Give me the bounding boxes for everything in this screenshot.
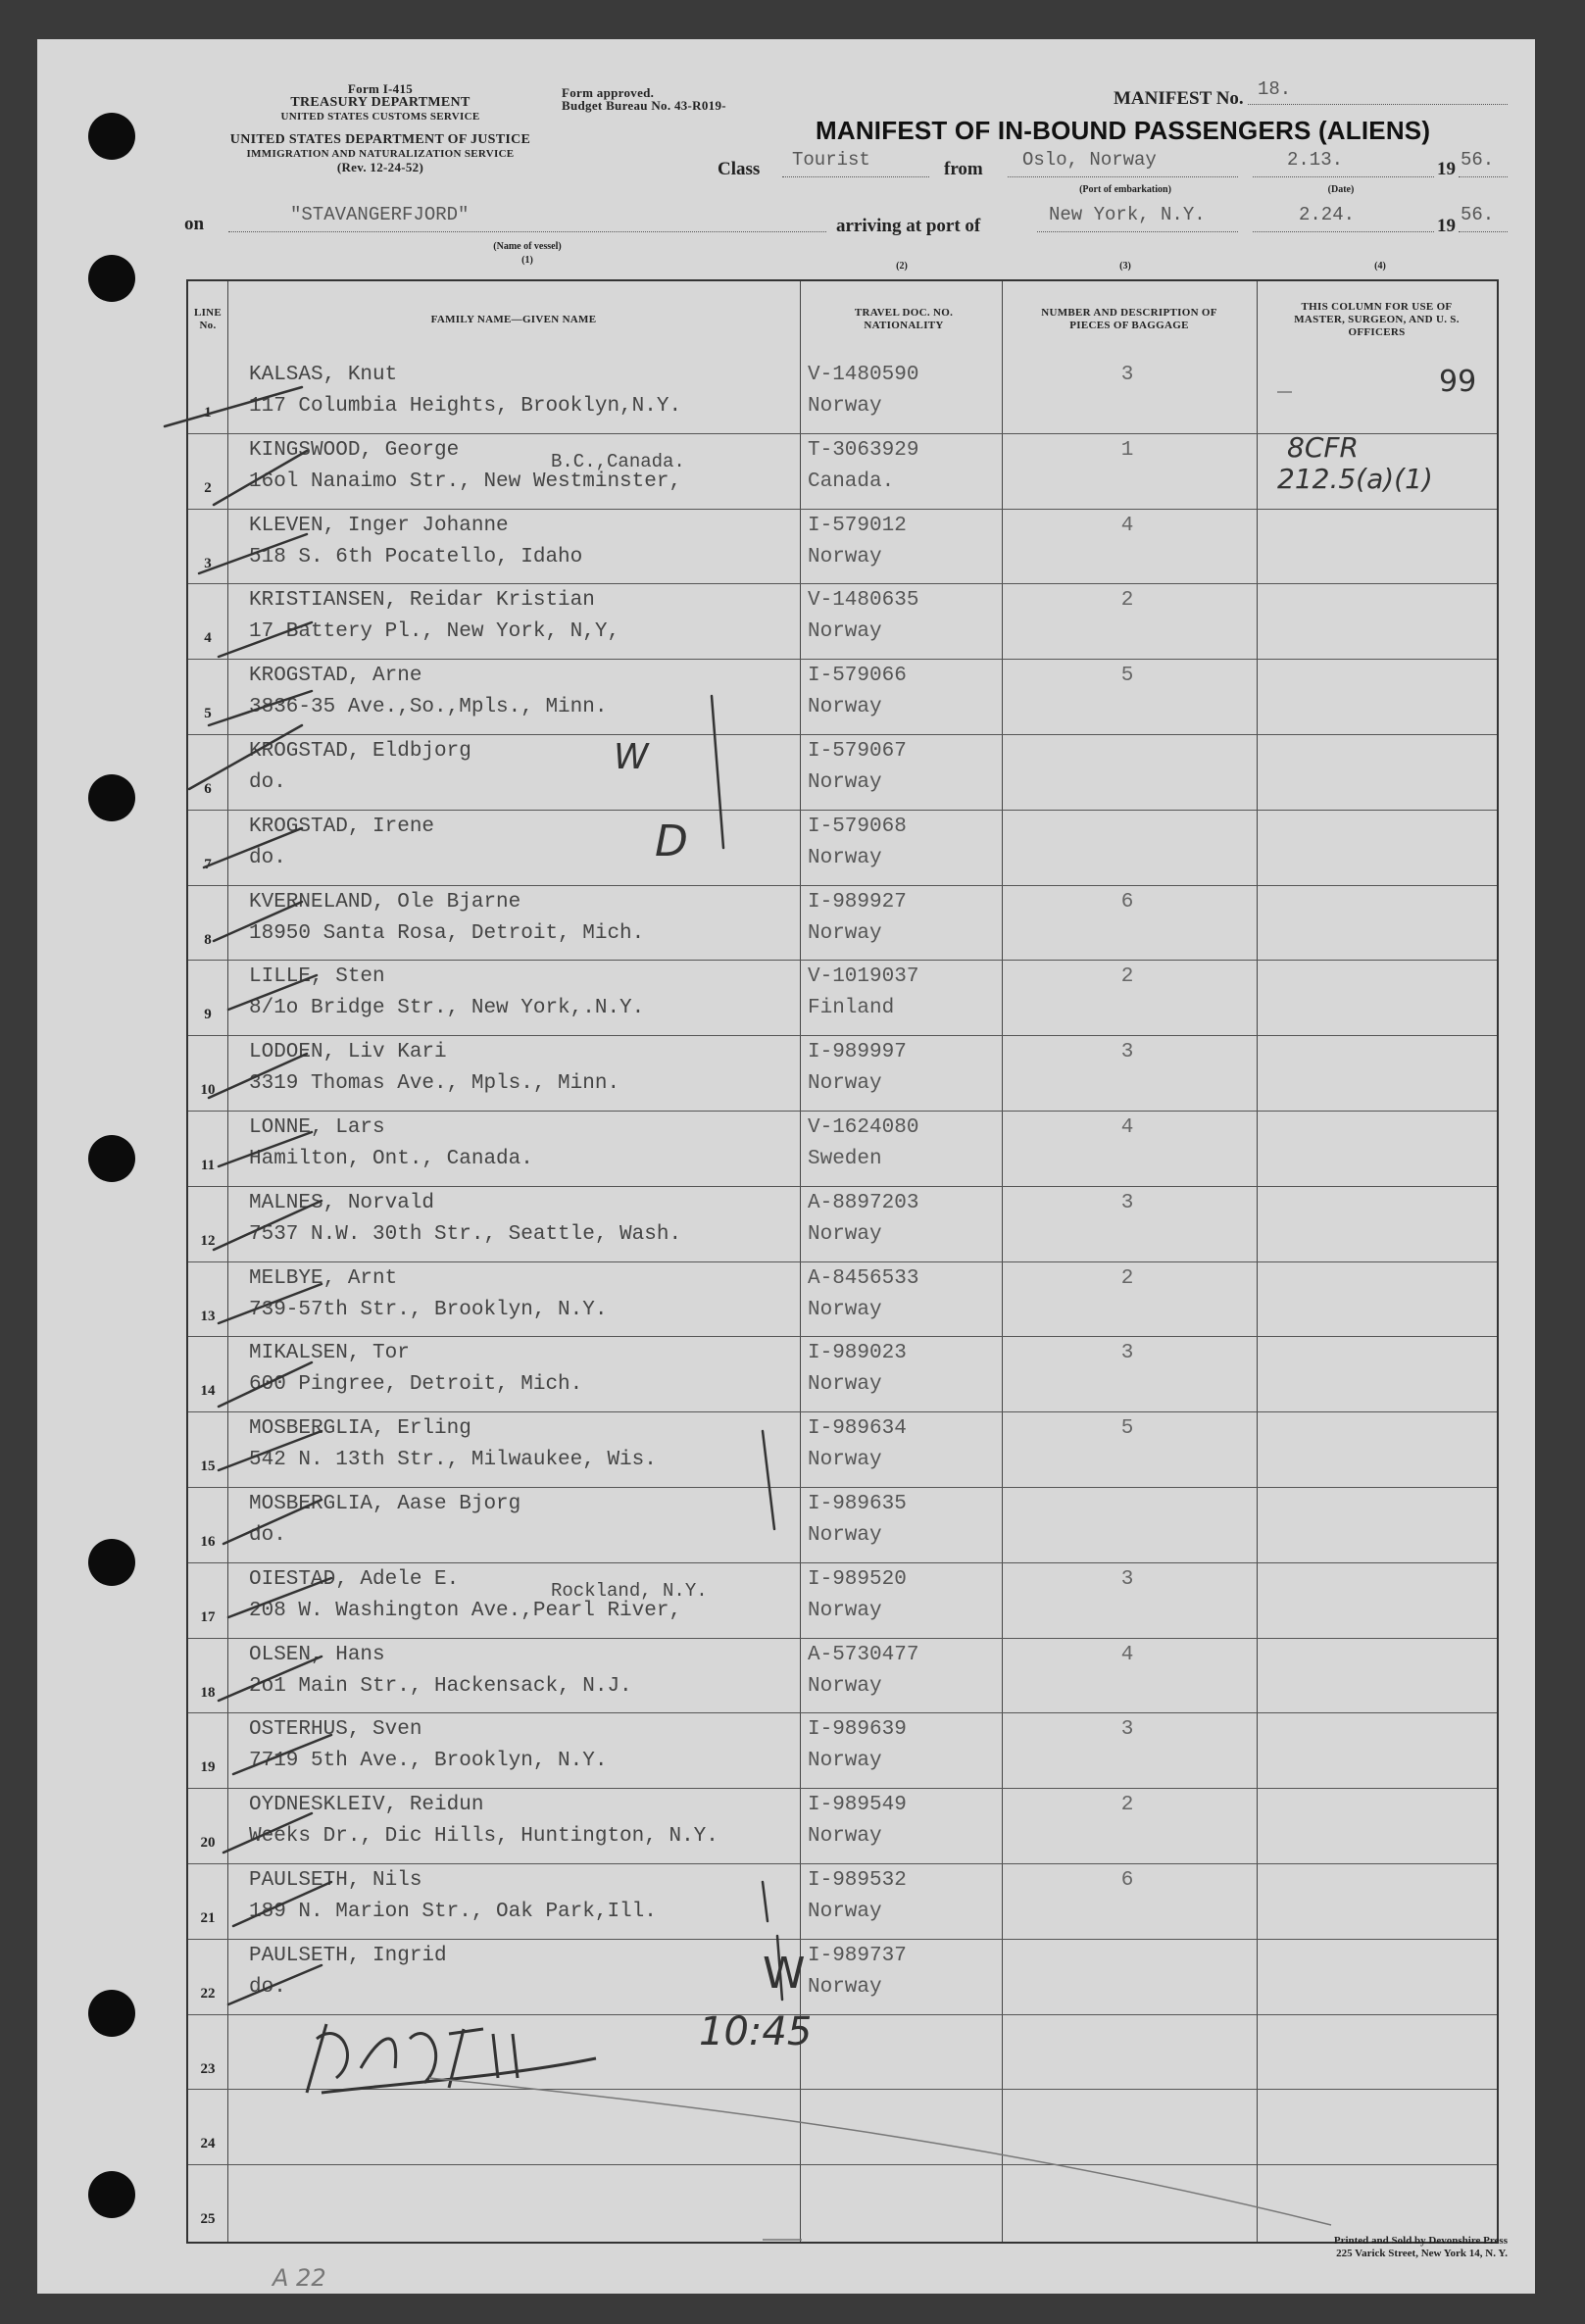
travel-doc-no: I-579067 — [808, 740, 907, 763]
baggage-count: 2 — [1120, 1266, 1134, 1290]
travel-doc-no: I-989635 — [808, 1493, 907, 1515]
justice-dept: UNITED STATES DEPARTMENT OF JUSTICE — [229, 132, 531, 147]
passenger-address: 542 N. 13th Str., Milwaukee, Wis. — [249, 1449, 657, 1472]
line-number: 15 — [200, 1459, 216, 1475]
travel-doc-no: I-989634 — [808, 1417, 907, 1441]
baggage-count: 3 — [1120, 1718, 1134, 1742]
passenger-name: OYDNESKLEIV, Reidun — [249, 1794, 484, 1817]
nationality: Canada. — [808, 470, 895, 493]
line-number: 20 — [200, 1835, 216, 1852]
nationality: Norway — [808, 395, 882, 418]
passenger-name: KVERNELAND, Ole Bjarne — [249, 890, 521, 914]
baggage-count: 2 — [1120, 965, 1134, 989]
line-number: 2 — [204, 479, 212, 496]
nationality: Norway — [808, 545, 882, 569]
nationality: Norway — [808, 1298, 882, 1321]
passenger-address-extra: B.C.,Canada. — [551, 450, 685, 472]
nationality: Sweden — [808, 1148, 882, 1170]
passenger-name: LONNE, Lars — [249, 1116, 385, 1139]
line-number: 9 — [204, 1007, 212, 1023]
passenger-address: 16ol Nanaimo Str., New Westminster, — [249, 470, 682, 493]
nationality: Norway — [808, 1373, 882, 1397]
col-marker-3: (3) — [1119, 261, 1131, 272]
passenger-name: MELBYE, Arnt — [249, 1266, 398, 1290]
arrival-port: New York, N.Y. — [1049, 204, 1206, 225]
class-label: Class — [718, 159, 761, 179]
travel-doc-no: I-579012 — [808, 514, 907, 537]
year-prefix: 19 — [1437, 159, 1456, 179]
passenger-name: OSTERHUS, Sven — [249, 1718, 422, 1742]
travel-doc-no: A-5730477 — [808, 1643, 919, 1666]
line-number: 8 — [204, 931, 212, 948]
form-approved: Form approved. — [562, 85, 655, 100]
travel-doc-no: V-1019037 — [808, 965, 919, 989]
line-number: 4 — [204, 630, 212, 647]
passenger-address-extra: Rockland, N.Y. — [551, 1579, 708, 1602]
line-number: 1 — [204, 405, 212, 420]
travel-doc-no: I-989549 — [808, 1794, 907, 1817]
travel-doc-no: V-1480590 — [808, 364, 919, 386]
travel-doc-no: I-579066 — [808, 665, 907, 688]
officer-note-cfr-section: 212.5(a)(1) — [1277, 463, 1433, 495]
passenger-address: 600 Pingree, Detroit, Mich. — [249, 1373, 583, 1397]
nationality: Norway — [808, 1825, 882, 1849]
passenger-name: KALSAS, Knut — [249, 364, 398, 386]
passenger-address: 3319 Thomas Ave., Mpls., Minn. — [249, 1072, 620, 1096]
passenger-name: LODOEN, Liv Kari — [249, 1041, 447, 1064]
baggage-count: 4 — [1120, 1116, 1134, 1139]
line-number: 14 — [200, 1383, 216, 1400]
travel-doc-no: I-989927 — [808, 890, 907, 914]
col-marker-2: (2) — [896, 261, 908, 272]
travel-doc-no: A-8456533 — [808, 1266, 919, 1290]
year-suffix: 56. — [1461, 149, 1495, 171]
col-header-line: LINE No. — [193, 307, 223, 331]
manifest-no-value: 18. — [1258, 78, 1292, 100]
baggage-count: 2 — [1120, 1794, 1134, 1817]
bottom-pencil-note: A 22 — [272, 2264, 326, 2292]
travel-doc-no: T-3063929 — [808, 438, 919, 462]
travel-doc-no: A-8897203 — [808, 1191, 919, 1214]
manifest-page — [37, 39, 1535, 2294]
handwritten-w-mark: W — [614, 737, 649, 777]
arrival-year-suffix: 56. — [1461, 204, 1495, 225]
passenger-name: MALNES, Norvald — [249, 1191, 435, 1214]
passenger-address: do. — [249, 846, 286, 869]
port-value: Oslo, Norway — [1022, 149, 1157, 171]
line-number: 12 — [200, 1232, 216, 1249]
passenger-address: 18950 Santa Rosa, Detroit, Mich. — [249, 921, 645, 945]
line-number: 3 — [204, 555, 212, 571]
col-marker-4: (4) — [1374, 261, 1386, 272]
travel-doc-no: I-579068 — [808, 815, 907, 838]
check-marks-overlay — [37, 39, 1535, 2294]
passenger-name: LILLE, Sten — [249, 965, 385, 989]
passenger-address: 17 Battery Pl., New York, N,Y, — [249, 620, 620, 644]
vessel-col-marker: (1) — [521, 255, 533, 266]
handwritten-w-mark-2: W — [763, 1949, 806, 1999]
baggage-count: 5 — [1120, 1417, 1134, 1441]
baggage-count: 3 — [1120, 1567, 1134, 1591]
line-number: 18 — [200, 1684, 216, 1701]
nationality: Norway — [808, 1599, 882, 1622]
passenger-address: 117 Columbia Heights, Brooklyn,N.Y. — [249, 395, 682, 418]
passenger-address: 7719 5th Ave., Brooklyn, N.Y. — [249, 1750, 608, 1773]
passenger-name: KINGSWOOD, George — [249, 438, 460, 462]
col-header-baggage: NUMBER AND DESCRIPTION OF PIECES OF BAGGAGE — [1041, 307, 1217, 331]
passenger-address: 189 N. Marion Str., Oak Park,Ill. — [249, 1901, 657, 1923]
travel-doc-no: I-989532 — [808, 1869, 907, 1892]
baggage-count: 1 — [1120, 438, 1134, 462]
baggage-count: 6 — [1120, 1869, 1134, 1892]
line-number: 24 — [200, 2136, 216, 2152]
col-header-officers: THIS COLUMN FOR USE OF MASTER, SURGEON, AND U. S. OFFICERS — [1294, 300, 1460, 338]
budget-bureau: Budget Bureau No. 43-R019- — [562, 98, 726, 113]
baggage-count: 5 — [1120, 665, 1134, 688]
nationality: Norway — [808, 1524, 882, 1547]
baggage-count: 3 — [1120, 1342, 1134, 1365]
revision: (Rev. 12-24-52) — [336, 160, 424, 174]
travel-doc-no: I-989997 — [808, 1041, 907, 1064]
line-number: 11 — [200, 1158, 216, 1173]
line-number: 13 — [200, 1308, 216, 1324]
passenger-address: 7537 N.W. 30th Str., Seattle, Wash. — [249, 1222, 682, 1246]
line-number: 7 — [204, 856, 212, 872]
travel-doc-no: V-1480635 — [808, 589, 919, 613]
baggage-count: 6 — [1120, 890, 1134, 914]
nationality: Norway — [808, 846, 882, 869]
from-label: from — [944, 159, 983, 179]
manifest-no-label: MANIFEST No. — [1114, 88, 1244, 109]
travel-doc-no: I-989023 — [808, 1342, 907, 1365]
passenger-name: KLEVEN, Inger Johanne — [249, 514, 509, 537]
passenger-address: 208 W. Washington Ave.,Pearl River, — [249, 1599, 682, 1622]
travel-doc-no: I-989520 — [808, 1567, 907, 1591]
port-sublabel: (Port of embarkation) — [1079, 184, 1171, 195]
line-number: 10 — [200, 1082, 216, 1099]
line-number: 17 — [200, 1608, 216, 1625]
nationality: Norway — [808, 696, 882, 719]
passenger-name: MOSBERGLIA, Aase Bjorg — [249, 1493, 521, 1515]
baggage-count: 3 — [1120, 364, 1134, 386]
passenger-name: PAULSETH, Nils — [249, 1869, 422, 1892]
line-number: 22 — [200, 1985, 216, 2002]
ins-service: IMMIGRATION AND NATURALIZATION SERVICE — [246, 148, 515, 160]
travel-doc-no: I-989639 — [808, 1718, 907, 1742]
on-label: on — [184, 214, 205, 234]
passenger-address: do. — [249, 771, 286, 794]
nationality: Norway — [808, 771, 882, 794]
nationality: Norway — [808, 1449, 882, 1472]
passenger-address: 518 S. 6th Pocatello, Idaho — [249, 545, 583, 569]
line-number: 6 — [204, 781, 212, 797]
nationality: Norway — [808, 1975, 882, 1999]
line-number: 19 — [200, 1759, 216, 1776]
officer-note-99: 99 — [1439, 365, 1477, 399]
nationality: Norway — [808, 1674, 882, 1698]
nationality: Finland — [808, 997, 895, 1020]
baggage-count: 2 — [1120, 589, 1134, 613]
baggage-count: 4 — [1120, 514, 1134, 537]
handwritten-d-mark: D — [655, 816, 688, 866]
passenger-name: KROGSTAD, Eldbjorg — [249, 740, 471, 763]
passenger-address: 3836-35 Ave.,So.,Mpls., Minn. — [249, 696, 608, 719]
date-value: 2.13. — [1287, 149, 1344, 171]
page-title: MANIFEST OF IN-BOUND PASSENGERS (ALIENS) — [816, 116, 1431, 145]
passenger-name: KRISTIANSEN, Reidar Kristian — [249, 589, 595, 613]
passenger-name: MIKALSEN, Tor — [249, 1342, 410, 1365]
nationality: Norway — [808, 1750, 882, 1773]
vessel-sublabel: (Name of vessel) — [493, 241, 562, 252]
line-number: 23 — [200, 2060, 216, 2077]
line-number: 21 — [200, 1910, 216, 1926]
nationality: Norway — [808, 1072, 882, 1096]
arriving-label: arriving at port of — [836, 216, 981, 236]
passenger-name: OIESTAD, Adele E. — [249, 1567, 460, 1591]
nationality: Norway — [808, 1222, 882, 1246]
officer-note-cfr: 8CFR — [1287, 431, 1359, 464]
passenger-address: Weeks Dr., Dic Hills, Huntington, N.Y. — [249, 1825, 718, 1849]
baggage-count: 3 — [1120, 1041, 1134, 1064]
arrival-year-prefix: 19 — [1437, 216, 1456, 236]
class-value: Tourist — [792, 149, 870, 171]
passenger-address: 739-57th Str., Brooklyn, N.Y. — [249, 1298, 608, 1321]
nationality: Norway — [808, 1901, 882, 1923]
travel-doc-no: I-989737 — [808, 1944, 907, 1967]
passenger-name: MOSBERGLIA, Erling — [249, 1417, 471, 1441]
col-header-doc: TRAVEL DOC. NO. NATIONALITY — [854, 307, 954, 331]
treasury-dept: TREASURY DEPARTMENT — [290, 95, 471, 110]
arrival-date: 2.24. — [1299, 204, 1356, 225]
nationality: Norway — [808, 620, 882, 644]
passenger-name: KROGSTAD, Arne — [249, 665, 422, 688]
passenger-address: do. — [249, 1975, 286, 1999]
baggage-count: 3 — [1120, 1191, 1134, 1214]
line-number: 16 — [200, 1534, 216, 1550]
nationality: Norway — [808, 921, 882, 945]
travel-doc-no: V-1624080 — [808, 1116, 919, 1139]
passenger-address: 8/1o Bridge Str., New York,.N.Y. — [249, 997, 645, 1020]
form-number: Form I-415 — [347, 81, 414, 96]
line-number: 5 — [204, 706, 212, 722]
printer-credit-1: Printed and Sold by Devonshire Press — [1333, 2235, 1508, 2247]
passenger-name: PAULSETH, Ingrid — [249, 1944, 447, 1967]
printer-credit-2: 225 Varick Street, New York 14, N. Y. — [1336, 2248, 1508, 2259]
passenger-name: KROGSTAD, Irene — [249, 815, 435, 838]
handwritten-time: 10:45 — [699, 2009, 813, 2054]
baggage-count: 4 — [1120, 1643, 1134, 1666]
line-number: 25 — [200, 2211, 216, 2228]
passenger-name: OLSEN, Hans — [249, 1643, 385, 1666]
vessel-name: "STAVANGERFJORD" — [290, 204, 470, 225]
customs-service: UNITED STATES CUSTOMS SERVICE — [280, 111, 480, 123]
col-header-name: FAMILY NAME—GIVEN NAME — [430, 313, 597, 325]
passenger-address: do. — [249, 1524, 286, 1547]
passenger-address: 2o1 Main Str., Hackensack, N.J. — [249, 1674, 632, 1698]
passenger-address: Hamilton, Ont., Canada. — [249, 1148, 533, 1170]
date-sublabel: (Date) — [1327, 184, 1355, 195]
